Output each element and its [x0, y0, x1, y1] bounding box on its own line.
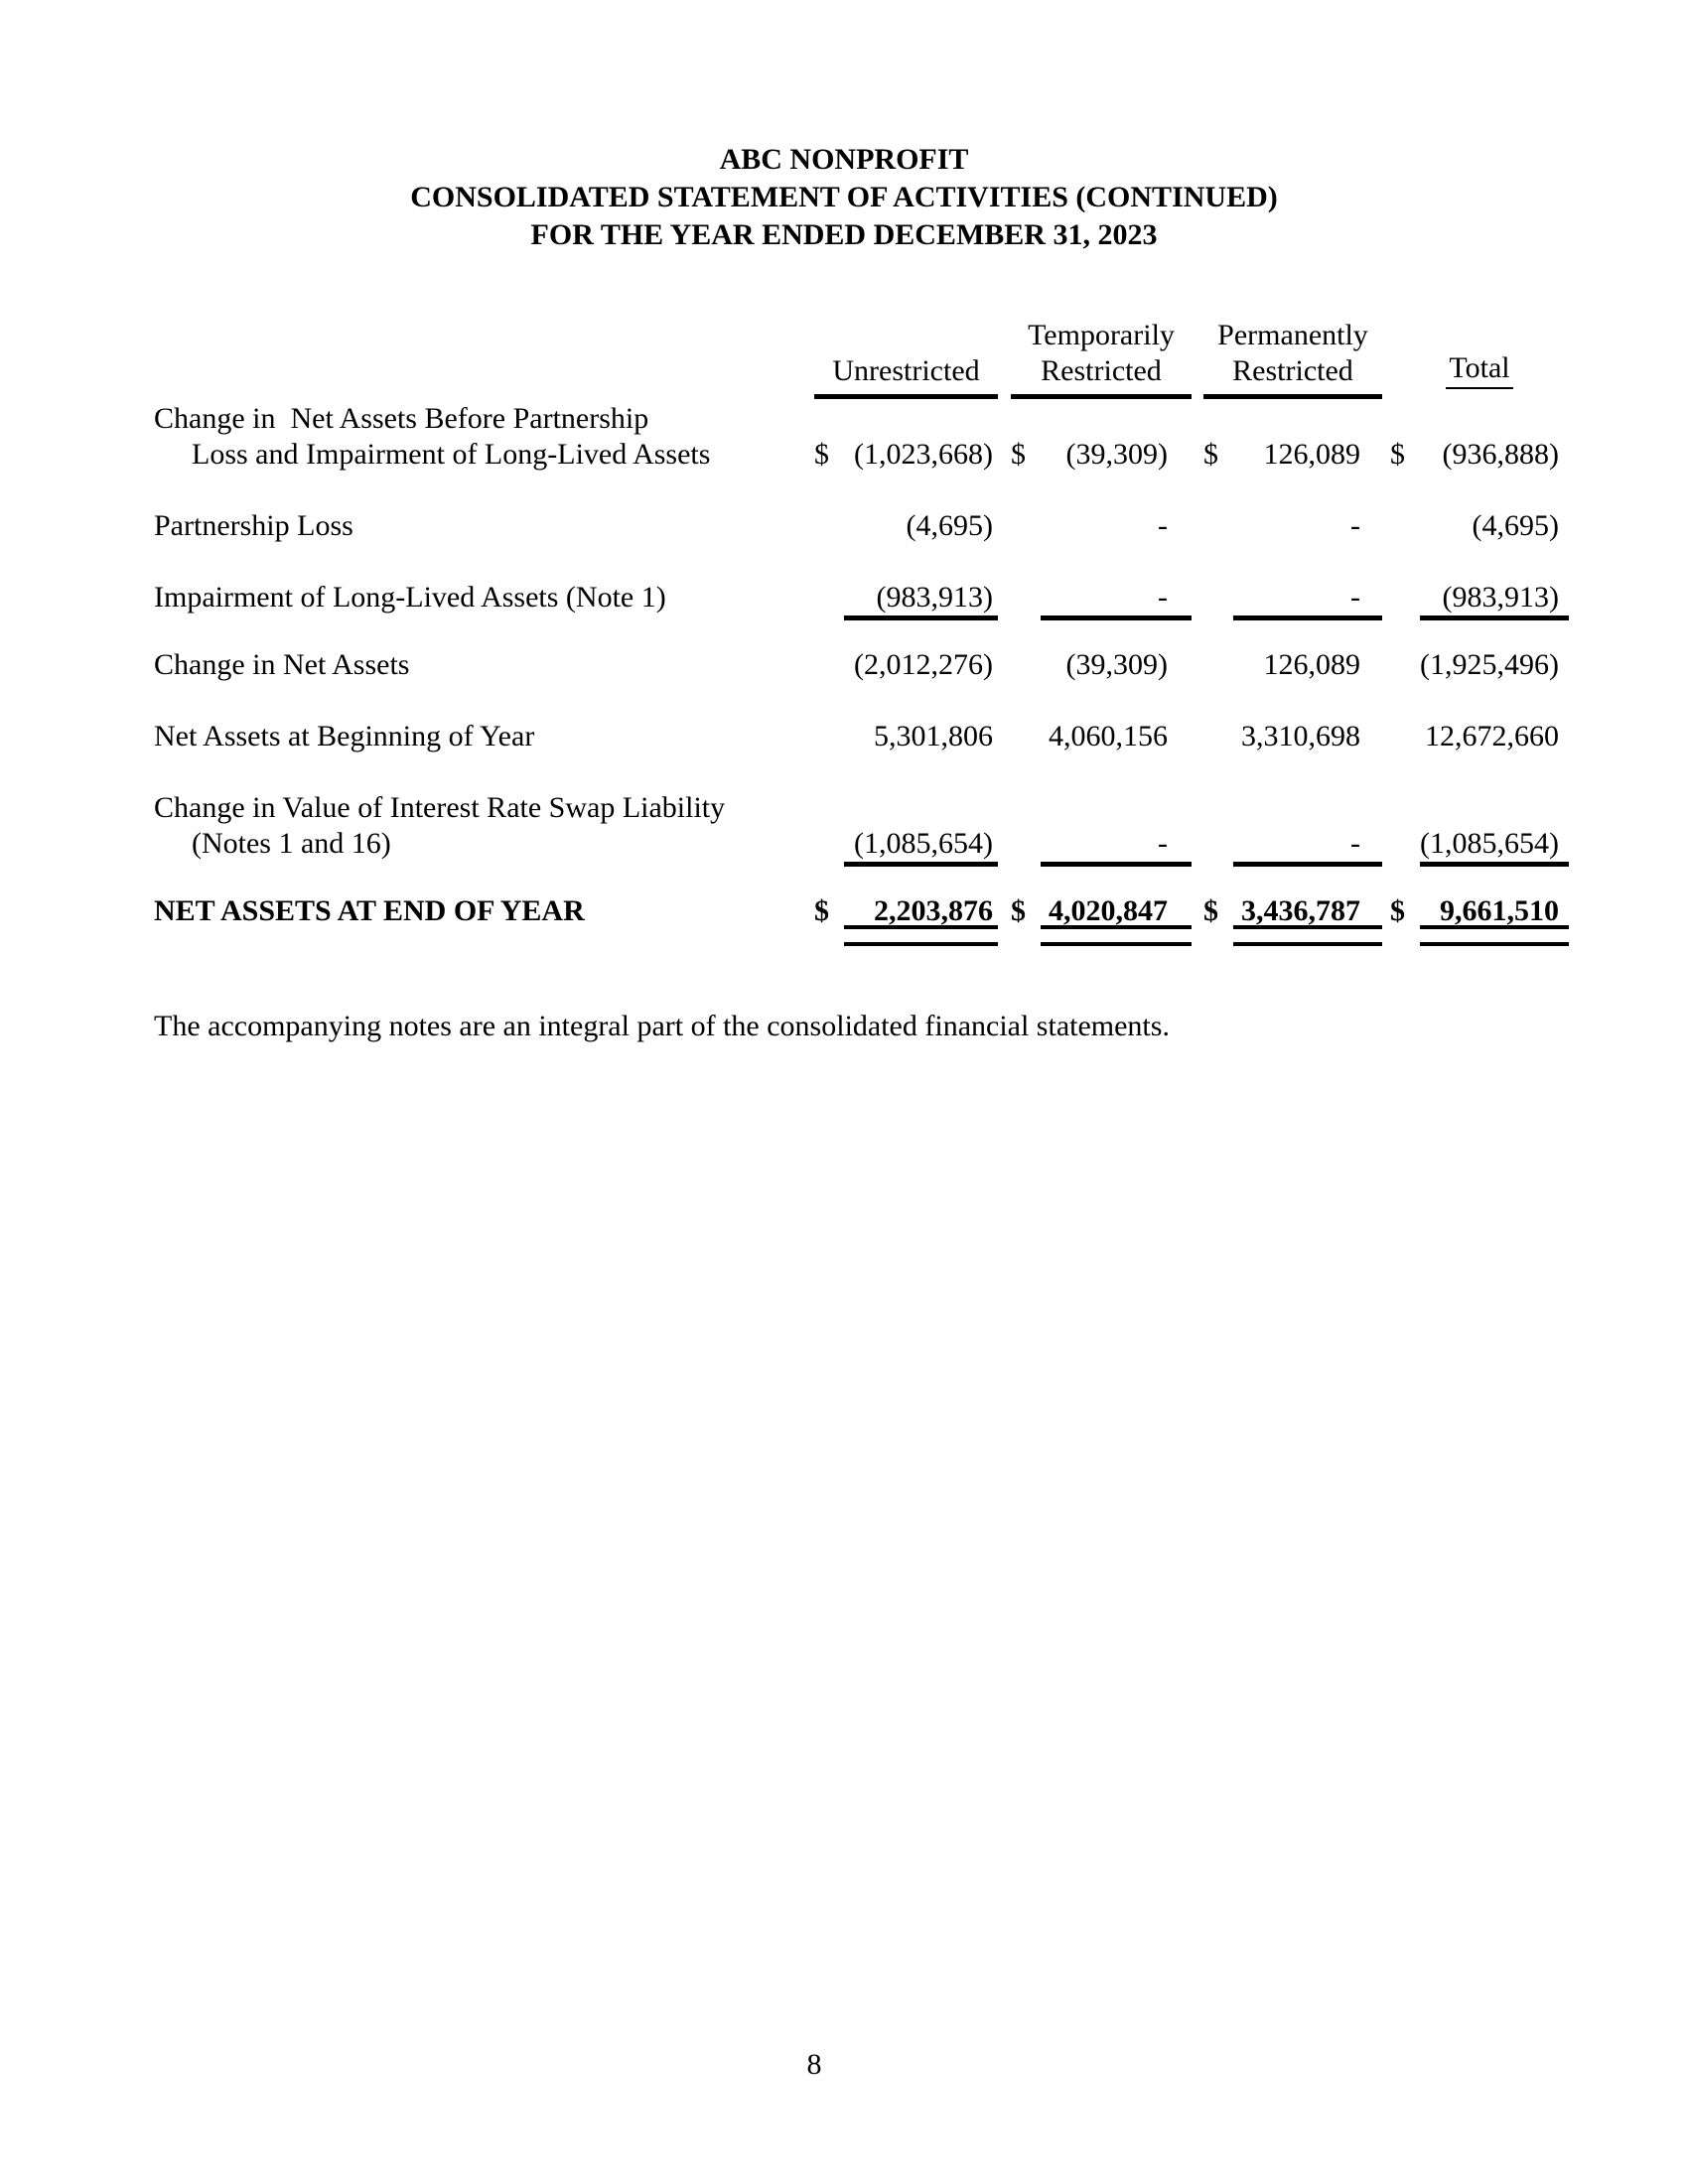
amount-cell-permanently-restricted [1203, 893, 1382, 929]
amount-value: 126,089 [1263, 438, 1360, 471]
row-label-line1: Change in Net Assets Before Partnership [154, 402, 649, 435]
header-temporarily-line2: Restricted [1041, 354, 1162, 387]
amount-value: (936,888) [1442, 438, 1559, 471]
amount-value: (39,309) [1065, 438, 1168, 471]
document-title [0, 0, 1688, 254]
amount-cell-permanently-restricted [1203, 437, 1382, 473]
amount-value: - [1350, 509, 1360, 542]
amount-value: 9,661,510 [1420, 893, 1569, 929]
title-period: FOR THE YEAR ENDED DECEMBER 31, 2023 [530, 218, 1158, 251]
header-total-label: Total [1446, 350, 1512, 389]
amount-value: 4,020,847 [1041, 893, 1192, 929]
amount-cell-temporarily-restricted [1011, 893, 1192, 929]
title-statement-name: CONSOLIDATED STATEMENT OF ACTIVITIES (CONTINUED) [410, 181, 1278, 213]
amount-cell-total [1390, 580, 1569, 615]
statement-table [154, 318, 1569, 929]
amount-cell-total [1390, 508, 1569, 544]
amount-cell-permanently-restricted [1203, 580, 1382, 615]
row-label [154, 719, 814, 754]
amount-value: (4,695) [1472, 509, 1559, 542]
amount-value: 5,301,806 [874, 720, 993, 752]
amount-cell-unrestricted [814, 826, 998, 862]
amount-value: - [1233, 826, 1382, 862]
currency-symbol: $ [1390, 438, 1405, 471]
page-number: 8 [806, 2048, 822, 2081]
row-label-line2: (Notes 1 and 16) [192, 827, 391, 860]
amount-cell-permanently-restricted [1203, 826, 1382, 862]
amount-cell-total [1390, 893, 1569, 929]
amount-value: - [1041, 580, 1192, 615]
row-label [154, 508, 814, 544]
amount-cell-total [1390, 647, 1569, 683]
header-permanently-restricted [1203, 318, 1382, 399]
header-unrestricted [814, 353, 998, 399]
amount-value: 3,436,787 [1233, 893, 1382, 929]
amount-cell-temporarily-restricted [1011, 580, 1192, 615]
row-label [154, 401, 814, 473]
header-temporarily-restricted [1011, 318, 1192, 399]
row-label-line1: Change in Value of Interest Rate Swap Liability [154, 791, 726, 824]
amount-cell-temporarily-restricted [1011, 719, 1192, 754]
currency-symbol: $ [814, 438, 829, 471]
amount-cell-unrestricted [814, 508, 998, 544]
amount-value: (1,023,668) [854, 438, 993, 471]
amount-value: (2,012,276) [854, 648, 993, 681]
amount-value: - [1233, 580, 1382, 615]
amount-value: - [1041, 826, 1192, 862]
amount-value: (983,913) [1420, 580, 1569, 615]
currency-symbol: $ [1203, 894, 1218, 927]
amount-value: (983,913) [844, 580, 998, 615]
amount-cell-unrestricted [814, 647, 998, 683]
row-label [154, 790, 814, 862]
amount-cell-temporarily-restricted [1011, 826, 1192, 862]
row-label-line1: Impairment of Long-Lived Assets (Note 1) [154, 581, 666, 614]
footnote-text: The accompanying notes are an integral part of the consolidated financial statements. [154, 1010, 1170, 1042]
amount-cell-temporarily-restricted [1011, 437, 1192, 473]
amount-value: (1,925,496) [1420, 648, 1559, 681]
amount-cell-total [1390, 719, 1569, 754]
row-label [154, 647, 814, 683]
header-permanently-line2: Restricted [1232, 354, 1353, 387]
table-row [154, 508, 1569, 544]
currency-symbol: $ [1390, 894, 1405, 927]
row-label-line1: Change in Net Assets [154, 648, 410, 681]
row-label-line1: Partnership Loss [154, 509, 353, 542]
header-temporarily-line1: Temporarily [1028, 319, 1175, 351]
amount-value: 4,060,156 [1049, 720, 1168, 752]
amount-value: (4,695) [906, 509, 993, 542]
header-permanently-line1: Permanently [1217, 319, 1368, 351]
amount-cell-permanently-restricted [1203, 647, 1382, 683]
row-label [154, 580, 814, 615]
amount-cell-unrestricted [814, 719, 998, 754]
table-row [154, 401, 1569, 473]
table-row [154, 790, 1569, 862]
amount-cell-temporarily-restricted [1011, 647, 1192, 683]
currency-symbol: $ [814, 894, 829, 927]
amount-value: (39,309) [1065, 648, 1168, 681]
amount-cell-permanently-restricted [1203, 508, 1382, 544]
currency-symbol: $ [1203, 438, 1218, 471]
row-label-line1: Net Assets at Beginning of Year [154, 720, 535, 752]
amount-cell-total [1390, 437, 1569, 473]
amount-value: (1,085,654) [844, 826, 998, 862]
amount-cell-total [1390, 826, 1569, 862]
amount-value: 3,310,698 [1241, 720, 1360, 752]
row-label-line1: NET ASSETS AT END OF YEAR [154, 894, 585, 927]
amount-cell-unrestricted [814, 580, 998, 615]
currency-symbol: $ [1011, 438, 1026, 471]
currency-symbol: $ [1011, 894, 1026, 927]
amount-value: 12,672,660 [1425, 720, 1559, 752]
amount-cell-temporarily-restricted [1011, 508, 1192, 544]
amount-value: 2,203,876 [844, 893, 998, 929]
header-unrestricted-label: Unrestricted [832, 354, 980, 387]
table-row [154, 647, 1569, 683]
amount-value: (1,085,654) [1420, 826, 1569, 862]
row-label-line2: Loss and Impairment of Long-Lived Assets [192, 438, 711, 471]
table-header-row [154, 318, 1569, 399]
table-row [154, 719, 1569, 754]
row-label [154, 893, 814, 929]
title-org-name: ABC NONPROFIT [719, 143, 969, 176]
amount-cell-unrestricted [814, 437, 998, 473]
amount-cell-permanently-restricted [1203, 719, 1382, 754]
amount-value: - [1158, 509, 1168, 542]
header-total [1390, 350, 1569, 399]
table-row [154, 580, 1569, 615]
amount-value: 126,089 [1263, 648, 1360, 681]
amount-cell-unrestricted [814, 893, 998, 929]
table-row-total [154, 893, 1569, 929]
